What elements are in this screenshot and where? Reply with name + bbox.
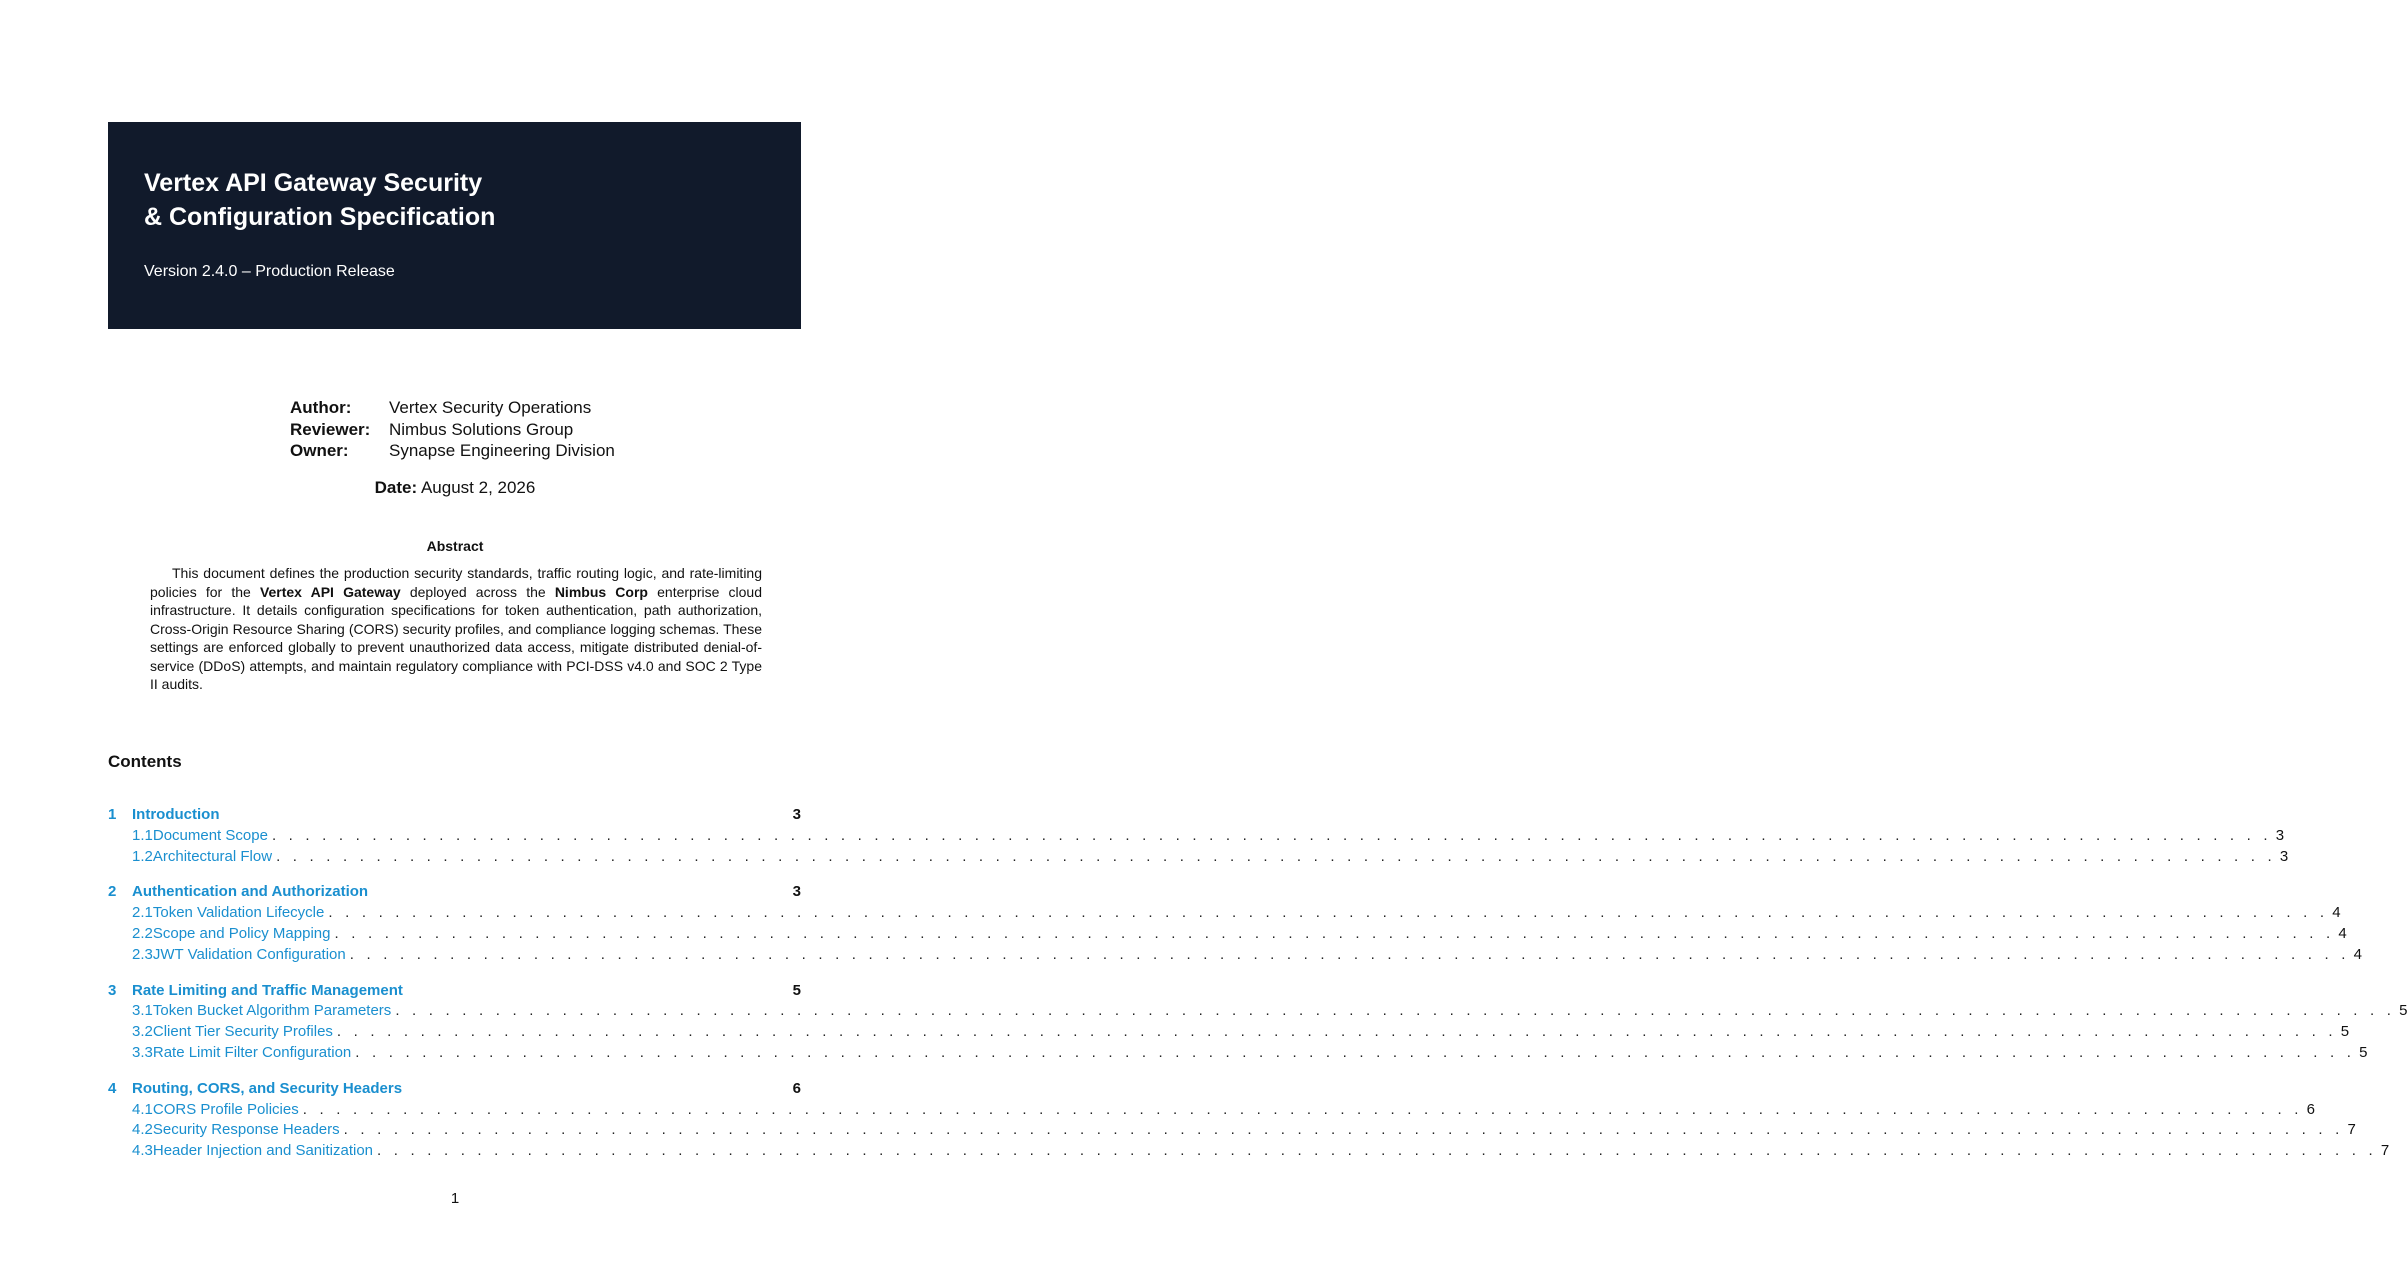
toc-subsection-link[interactable]: Document Scope [152,826,268,844]
toc-dot-leader: . . . . . . . . . . . . . . . . . . . . . . . . . . . . . . . . . . . . . . . . . . . . . . . . . . . . . . . . . . . . . . . . . . . . . . . . . . . . . . . . . . . . . . . . . . . . . . . . . . . . . . . . . . . . . . . . . . . . . . . . [343,1121,2344,1139]
toc-section-link[interactable]: Routing, CORS, and Security Headers [132,1079,403,1097]
toc-entry-subsection-4.1[interactable] [108,1100,2315,1122]
toc-entry-subsection-1.1[interactable] [108,826,2285,848]
toc-subsection-link[interactable]: Header Injection and Sanitization [152,1142,374,1160]
toc-dot-leader: . . . . . . . . . . . . . . . . . . . . . . . . . . . . . . . . . . . . . . . . . . . . . . . . . . . . . . . . . . . . . . . . . . . . . . . . . . . . . . . . . . . . . . . . . . . . . . . . . . . . . . . . . . . . . . . . . . . . . . . . [276,847,2276,865]
date-value: August 2, 2026 [420,478,536,497]
toc-section [108,806,2289,868]
toc-entry-section-2[interactable] [108,883,801,904]
toc-section-link[interactable]: Rate Limiting and Traffic Management [132,981,403,999]
toc-dot-leader: . . . . . . . . . . . . . . . . . . . . . . . . . . . . . . . . . . . . . . . . . . . . . . . . . . . . . . . . . . . . . . . . . . . . . . . . . . . . . . . . . . . . . . . . . . . . . . . . . . . . . . . . . . . . . . . . . . . . . . . . [302,1100,2303,1118]
toc-page-number: 5 [2359,1043,2368,1061]
document-date [0,477,910,498]
toc-dot-leader: . . . . . . . . . . . . . . . . . . . . . . . . . . . . . . . . . . . . . . . . . . . . . . . . . . . . . . . . . . . . . . . . . . . . . . . . . . . . . . . . . . . . . . . . . . . . . . . . . . . . . . . . . . . . . . . . . . . . . . . . [334,924,2335,942]
toc-subsection-number: 2.3 [132,945,153,963]
contents-heading: Contents [108,752,182,771]
toc-section-link[interactable]: Introduction [132,806,220,823]
toc-subsection-link[interactable]: Architectural Flow [152,847,273,865]
toc-page-number: 7 [2347,1121,2356,1139]
toc-subsection-link[interactable]: Token Validation Lifecycle [152,904,325,922]
toc-subsection-link[interactable]: Client Tier Security Profiles [152,1023,333,1041]
reviewer-label: Reviewer: [290,419,371,439]
toc-subsection-number: 3.3 [132,1043,153,1061]
abstract-heading: Abstract [426,538,484,554]
toc-subsection-number: 2.1 [132,904,153,922]
toc-subsection-number: 2.2 [132,924,153,942]
document-title [144,166,495,234]
toc-section [108,1079,2390,1163]
author-row [290,397,615,419]
toc-subsection-number: 1.1 [132,826,153,844]
toc-subsection-number: 3.2 [132,1023,153,1041]
toc-subsection-link[interactable]: JWT Validation Configuration [152,945,346,963]
title-line-1: Vertex API Gateway Security [144,169,483,197]
toc-page-number: 3 [2279,847,2289,865]
toc-dot-leader: . . . . . . . . . . . . . . . . . . . . . . . . . . . . . . . . . . . . . . . . . . . . . . . . . . . . . . . . . . . . . . . . . . . . . . . . . . . . . . . . . . . . . . . . . . . . . . . . . . . . . . . . . . . . . . . . . . . . . . . . [395,1002,2396,1020]
version-label: Version 2.4.0 – Production Release [144,263,395,280]
toc-entry-subsection-2.3[interactable] [108,945,2362,967]
toc-page-number: 4 [2338,924,2347,942]
toc-entry-subsection-3.2[interactable] [108,1023,2350,1044]
toc-page-number: 3 [792,806,801,823]
toc-page-number: 3 [792,883,801,901]
toc-subsection-link[interactable]: Token Bucket Algorithm Parameters [152,1002,392,1020]
title-banner [108,122,801,329]
date-label: Date: [374,478,418,497]
toc-entry-section-4[interactable] [108,1080,801,1101]
abstract-text-1: This document defines the production security standards, traffic routing logic, and rate-limiting policies for the [150,565,762,600]
toc-subsection-number: 3.1 [132,1002,153,1020]
toc-dot-leader: . . . . . . . . . . . . . . . . . . . . . . . . . . . . . . . . . . . . . . . . . . . . . . . . . . . . . . . . . . . . . . . . . . . . . . . . . . . . . . . . . . . . . . . . . . . . . . . . . . . . . . . . . . . . . . . . . . . . . . . . [336,1023,2337,1041]
title-line-2: & Configuration Specification [144,203,496,231]
toc-subsection-number: 4.1 [132,1100,153,1118]
toc-page-number: 4 [2332,904,2341,922]
toc-subsection-number: 4.3 [132,1142,153,1160]
toc-section-number: 3 [108,981,117,999]
toc-section-number: 2 [108,883,117,901]
toc-page-number: 5 [2399,1002,2407,1020]
author-value: Vertex Security Operations [389,398,592,417]
document-meta [290,397,615,462]
abstract-text-3: enterprise cloud infrastructure. It details configuration specifications for token authentication, path authorization, Cross-Origin Resource Sharing (CORS) security profiles, and compliance logging schemas. These settings are enforced globally to prevent unauthorized data access, mitigate distributed denial-of-service (DDoS) attempts, and maintain regulatory compliance with PCI-DSS v4.0 and SOC 2 Type II audits. [150,583,762,692]
owner-row [290,440,615,462]
toc-subsection-number: 4.2 [132,1121,153,1139]
toc-section-number: 1 [108,806,117,823]
toc-section-link[interactable]: Authentication and Authorization [132,883,369,901]
abstract-text-2: deployed across the [400,583,555,600]
reviewer-row [290,419,615,441]
toc-section-number: 4 [108,1079,117,1097]
toc-subsection-link[interactable]: Security Response Headers [152,1121,340,1139]
toc-page-number: 5 [2340,1023,2350,1041]
toc-entry-subsection-3.3[interactable] [108,1043,2368,1065]
toc-subsection-number: 1.2 [132,847,153,865]
toc-section [108,981,2407,1065]
toc-page-number: 3 [2275,826,2285,844]
toc-entry-subsection-4.2[interactable] [108,1121,2356,1142]
toc-page-number: 6 [792,1079,801,1097]
toc-page-number: 5 [792,981,801,999]
toc-dot-leader: . . . . . . . . . . . . . . . . . . . . . . . . . . . . . . . . . . . . . . . . . . . . . . . . . . . . . . . . . . . . . . . . . . . . . . . . . . . . . . . . . . . . . . . . . . . . . . . . . . . . . . . . . . . . . . . . . . . . . . . . [328,904,2329,922]
toc-entry-section-1[interactable] [108,806,801,827]
toc-subsection-link[interactable]: Rate Limit Filter Configuration [152,1043,352,1061]
abstract-body [150,564,762,694]
toc-entry-subsection-4.3[interactable] [108,1142,2390,1163]
abstract-company-name: Nimbus Corp [554,583,648,600]
page-number: 1 [450,1190,460,1207]
toc-page-number: 4 [2353,945,2362,963]
toc-entry-subsection-3.1[interactable] [108,1002,2407,1023]
toc-dot-leader: . . . . . . . . . . . . . . . . . . . . . . . . . . . . . . . . . . . . . . . . . . . . . . . . . . . . . . . . . . . . . . . . . . . . . . . . . . . . . . . . . . . . . . . . . . . . . . . . . . . . . . . . . . . . . . . . . . . . . . . . [377,1142,2377,1160]
toc-section [108,883,2362,966]
toc-entry-subsection-2.1[interactable] [108,904,2341,925]
toc-entry-section-3[interactable] [108,982,801,1003]
toc-entry-subsection-2.2[interactable] [108,924,2347,946]
toc-dot-leader: . . . . . . . . . . . . . . . . . . . . . . . . . . . . . . . . . . . . . . . . . . . . . . . . . . . . . . . . . . . . . . . . . . . . . . . . . . . . . . . . . . . . . . . . . . . . . . . . . . . . . . . . . . . . . . . . . . . . . . . . [349,945,2350,963]
toc-subsection-link[interactable]: Scope and Policy Mapping [152,924,331,942]
toc-dot-leader: . . . . . . . . . . . . . . . . . . . . . . . . . . . . . . . . . . . . . . . . . . . . . . . . . . . . . . . . . . . . . . . . . . . . . . . . . . . . . . . . . . . . . . . . . . . . . . . . . . . . . . . . . . . . . . . . . . . . . . . . [271,826,2272,844]
owner-value: Synapse Engineering Division [389,441,615,461]
abstract-product-name: Vertex API Gateway [259,583,401,600]
reviewer-value: Nimbus Solutions Group [389,419,574,439]
toc-subsection-link[interactable]: CORS Profile Policies [152,1100,299,1118]
toc-page-number: 6 [2306,1100,2315,1118]
toc-entry-subsection-1.2[interactable] [108,847,2289,869]
author-label: Author: [290,398,352,417]
owner-label: Owner: [290,441,349,461]
toc-page-number: 7 [2380,1142,2390,1160]
toc-dot-leader: . . . . . . . . . . . . . . . . . . . . . . . . . . . . . . . . . . . . . . . . . . . . . . . . . . . . . . . . . . . . . . . . . . . . . . . . . . . . . . . . . . . . . . . . . . . . . . . . . . . . . . . . . . . . . . . . . . . . . . . . [355,1043,2356,1061]
table-of-contents [108,806,2407,1178]
